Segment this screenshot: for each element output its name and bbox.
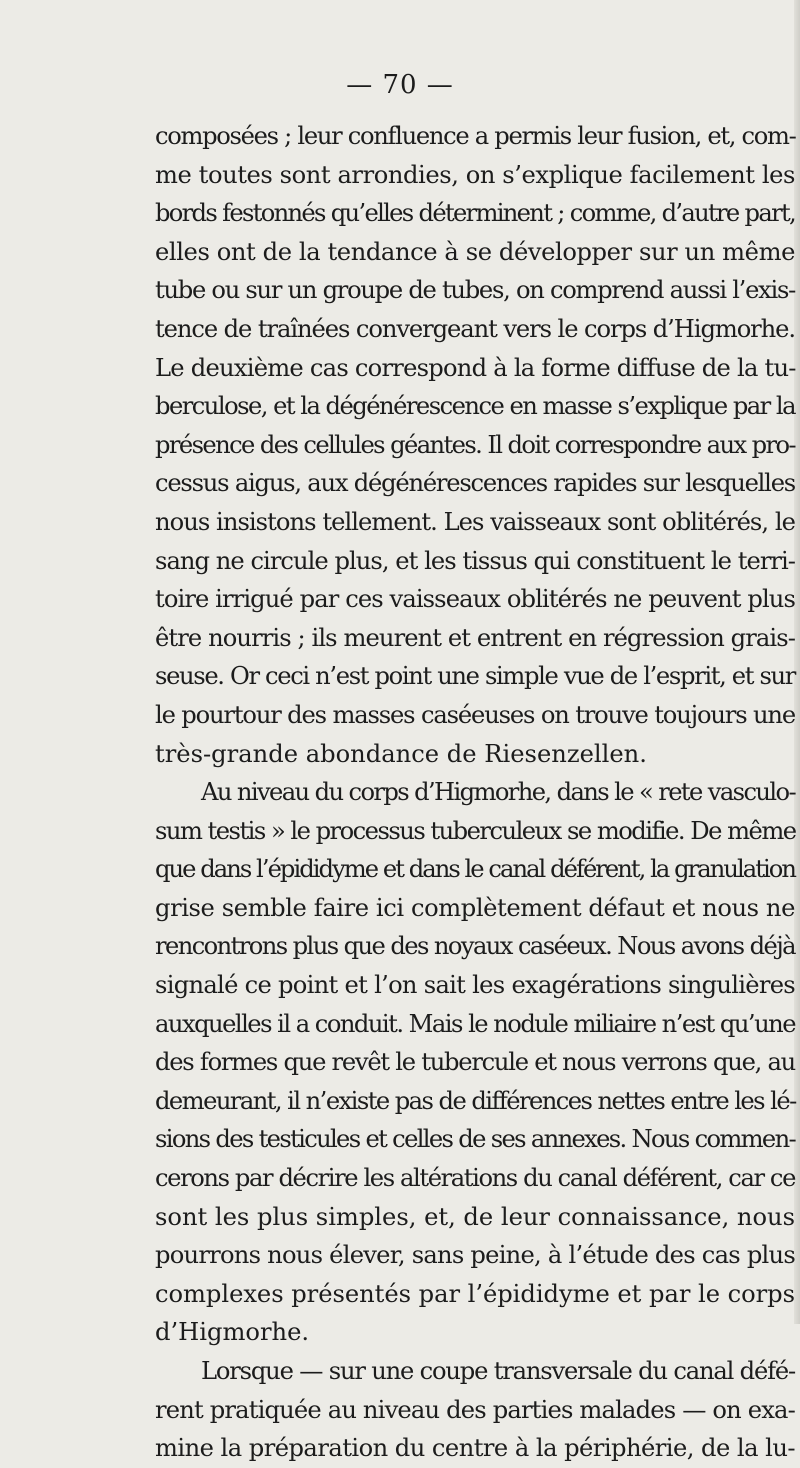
text-line: être nourris ; ils meurent et entrent en régression grais- (155, 623, 795, 652)
text-line: toire irrigué par ces vaisseaux oblitérés ne peuvent plus (155, 585, 795, 614)
text-line: très-grande abondance de Riesenzellen. (155, 739, 647, 768)
text-line: grise semble faire ici complètement défaut et nous ne (155, 893, 795, 922)
text-line: sont les plus simples, et, de leur connaissance, nous (155, 1202, 795, 1231)
text-line: composées ; leur confluence a permis leur fusion, et, com- (155, 122, 796, 150)
text-line: mine la préparation du centre à la périphérie, de la lu- (155, 1434, 795, 1463)
text-line: me toutes sont arrondies, on s’explique facilement les (155, 160, 795, 189)
text-line: Lorsque — sur une coupe transversale du canal défé- (201, 1357, 795, 1385)
text-line: présence des cellules géantes. Il doit correspondre aux pro- (155, 430, 795, 459)
text-line: sang ne circule plus, et les tissus qui constituent le terri- (155, 546, 795, 575)
text-line: auxquelles il a conduit. Mais le nodule miliaire n’est qu’une (155, 1009, 795, 1038)
text-line: signalé ce point et l’on sait les exagérations singulières (155, 971, 795, 1000)
text-line: rent pratiquée au niveau des parties malades — on exa- (155, 1395, 795, 1424)
text-line: seuse. Or ceci n’est point une simple vue de l’esprit, et sur (155, 662, 795, 691)
text-line: sions des testicules et celles de ses annexes. Nous commen- (155, 1125, 795, 1154)
text-line: berculose, et la dégénérescence en masse s’explique par la (155, 392, 795, 421)
text-line: complexes présentés par l’épididyme et par le corps (155, 1279, 795, 1308)
text-line: sum testis » le processus tuberculeux se modifie. De même (155, 816, 796, 845)
text-line: demeurant, il n’existe pas de différences nettes entre les lé- (155, 1086, 796, 1115)
text-line: pourrons nous élever, sans peine, à l’étude des cas plus (155, 1241, 795, 1270)
text-line: cessus aigus, aux dégénérescences rapides sur lesquelles (155, 469, 795, 498)
text-line: que dans l’épididyme et dans le canal déférent, la granulation (155, 855, 795, 884)
text-line: bords festonnés qu’elles déterminent ; comme, d’autre part, (155, 199, 795, 228)
text-line: nous insistons tellement. Les vaisseaux sont oblitérés, le (155, 507, 796, 536)
body-text (155, 117, 795, 1468)
text-line: cerons par décrire les altérations du canal déférent, car ce (155, 1164, 795, 1193)
page-number: — 70 — (346, 70, 454, 100)
text-line: tube ou sur un groupe de tubes, on comprend aussi l’exis- (155, 276, 795, 305)
text-line: rencontrons plus que des noyaux caséeux. Nous avons déjà (155, 932, 795, 961)
text-line: tence de traînées convergeant vers le corps d’Higmorhe. (155, 314, 795, 343)
text-line: elles ont de la tendance à se développer sur un même (155, 237, 795, 266)
text-line: Le deuxième cas correspond à la forme diffuse de la tu- (155, 353, 796, 382)
text-line: le pourtour des masses caséeuses on trouve toujours une (155, 700, 795, 729)
text-line: d’Higmorhe. (155, 1318, 310, 1347)
text-line: des formes que revêt le tubercule et nous verrons que, au (155, 1048, 795, 1077)
text-line: Au niveau du corps d’Higmorhe, dans le « rete vasculo- (201, 778, 795, 807)
